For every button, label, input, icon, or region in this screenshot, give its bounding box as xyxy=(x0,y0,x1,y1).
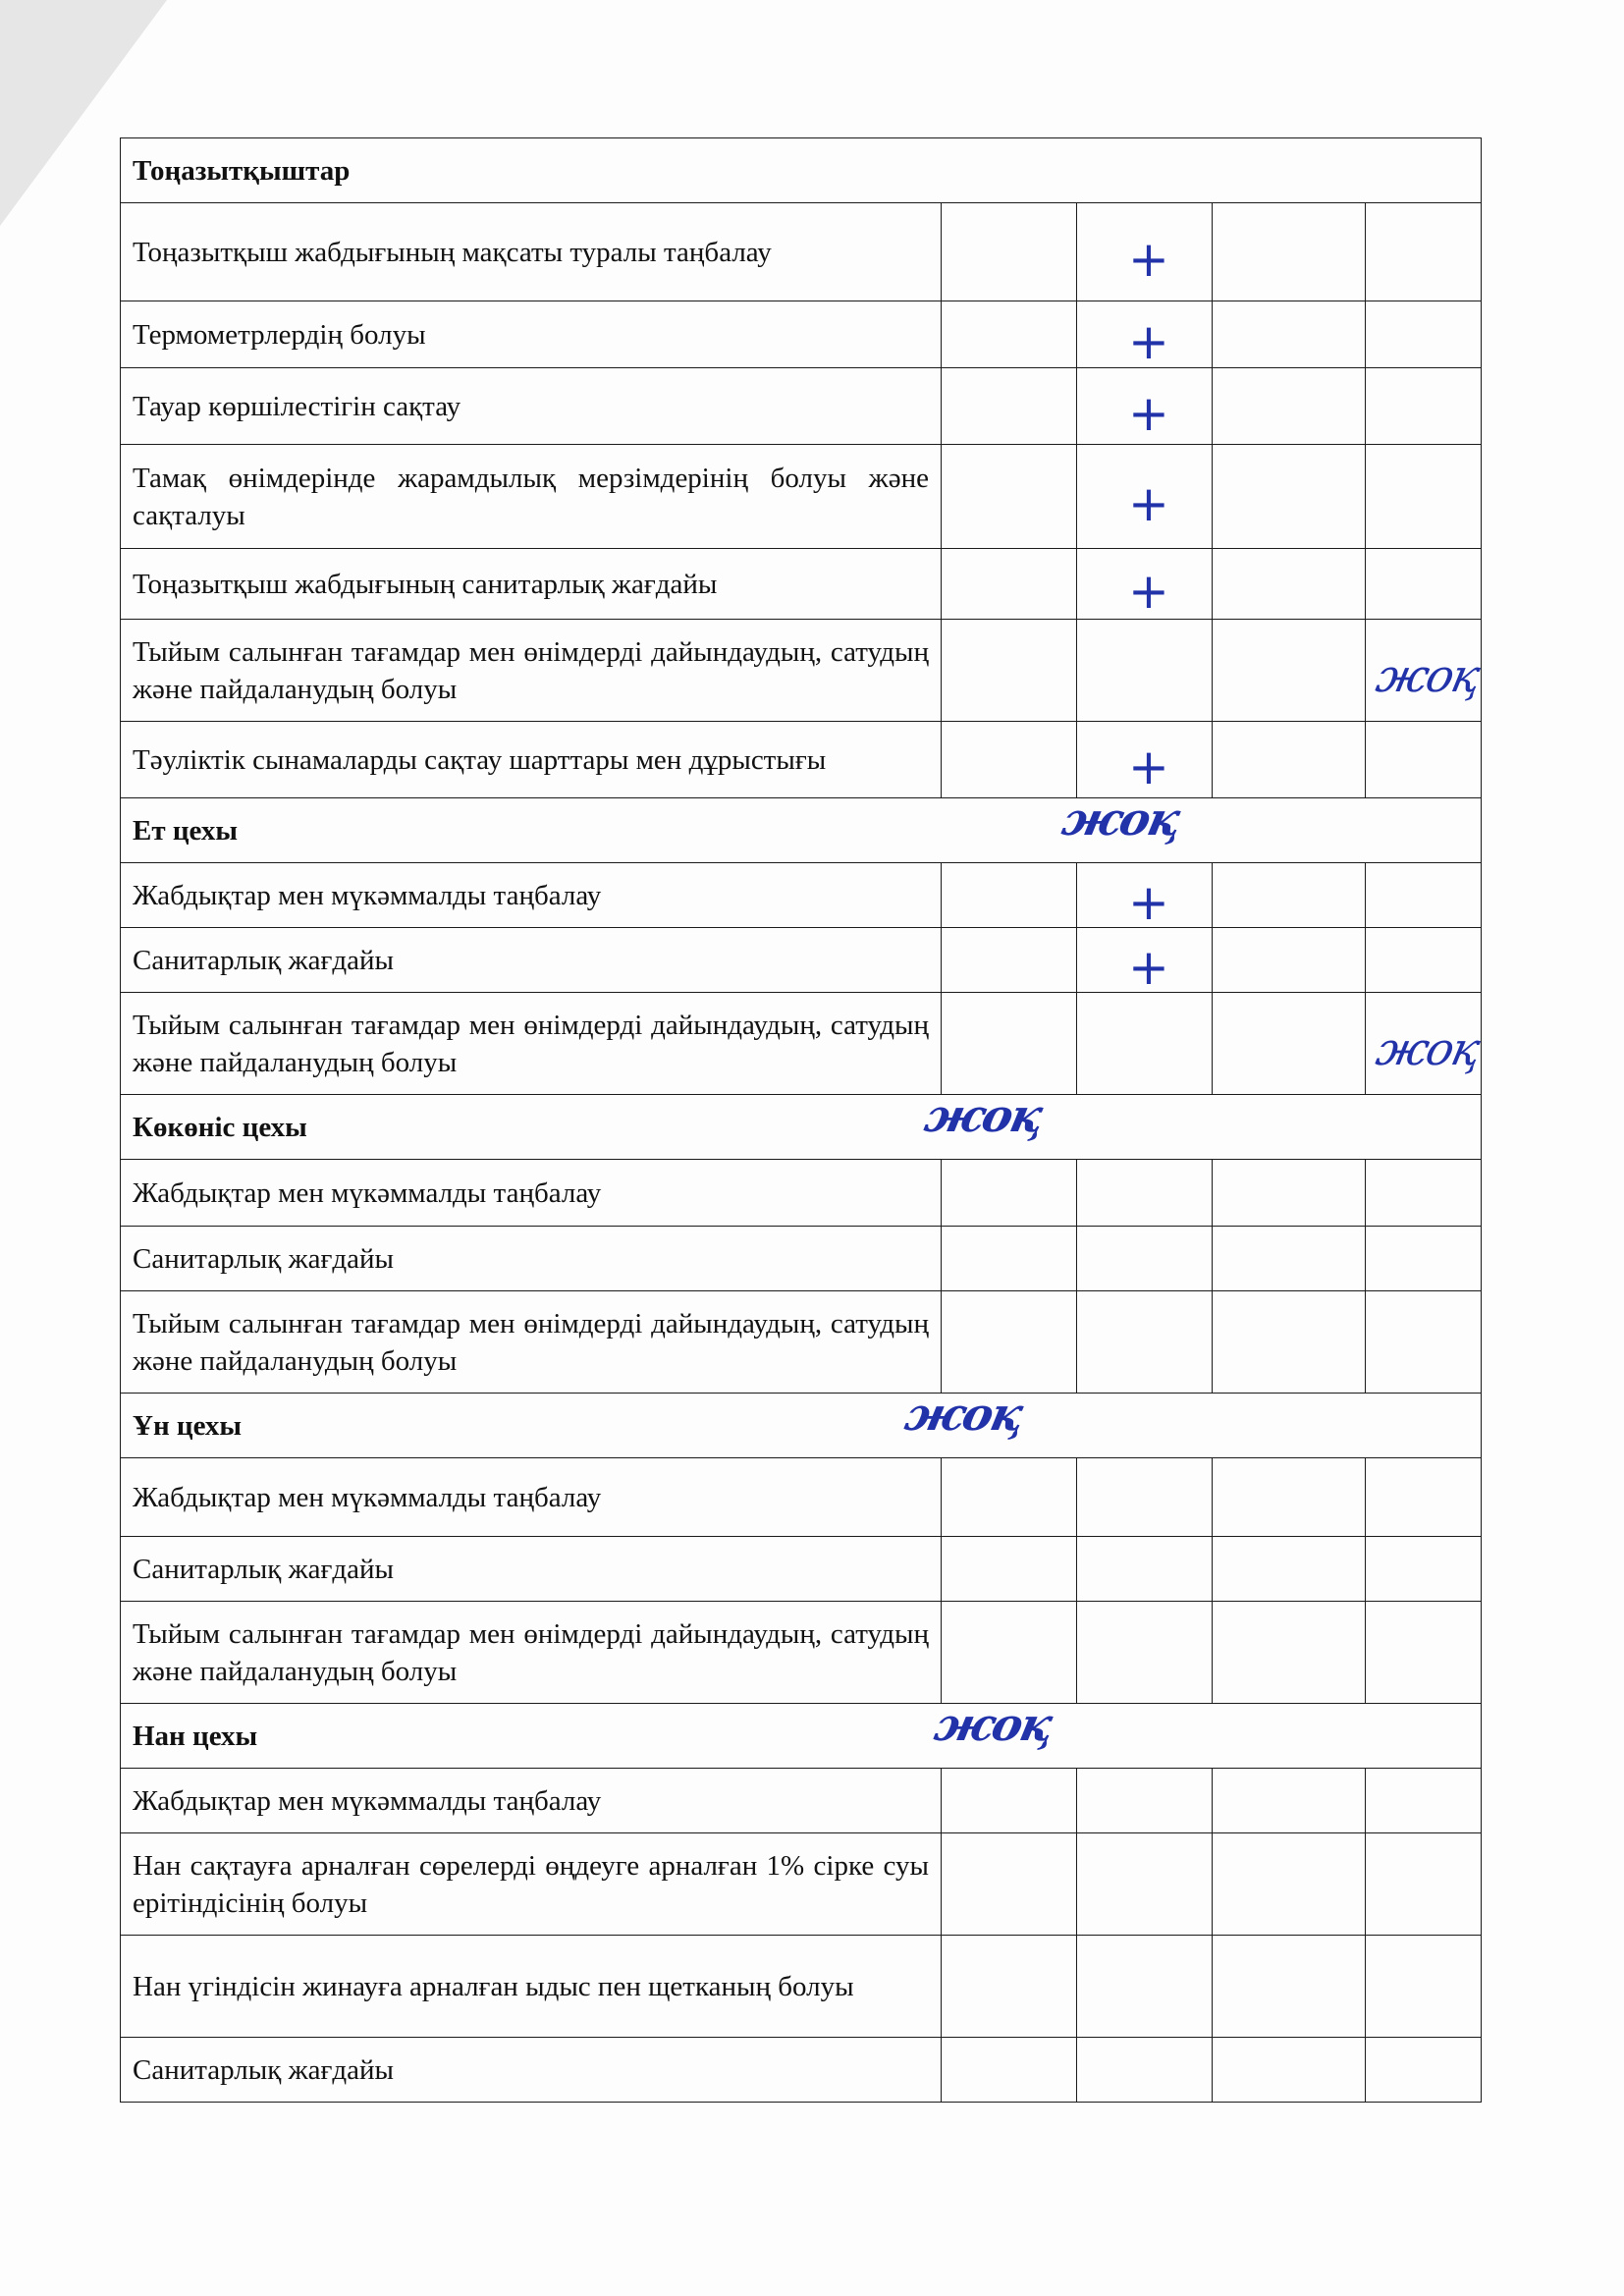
section-title-text: Ет цехы xyxy=(133,814,238,847)
mark-cell-3 xyxy=(1213,1936,1366,2038)
mark-cell-1 xyxy=(942,1602,1077,1704)
criterion-text: Нан үгіндісін жинауға арналған ыдыс пен щетканың болуы xyxy=(121,1936,942,2038)
mark-cell-2 xyxy=(1077,1833,1213,1936)
section-title-text: Тоңазытқыштар xyxy=(133,154,351,187)
mark-cell-4 xyxy=(1366,368,1482,445)
table-row xyxy=(121,620,1482,722)
mark-cell-3 xyxy=(1213,863,1366,928)
mark-cell-1 xyxy=(942,993,1077,1095)
mark-cell-2 xyxy=(1077,1769,1213,1833)
mark-cell-1 xyxy=(942,1291,1077,1394)
mark-cell-3 xyxy=(1213,1227,1366,1291)
criterion-text: Жабдықтар мен мүкәммалды таңбалау xyxy=(121,1769,942,1833)
mark-cell-3 xyxy=(1213,2038,1366,2103)
handwritten-note: жоқ xyxy=(1372,648,1484,702)
criterion-text: Жабдықтар мен мүкәммалды таңбалау xyxy=(121,863,942,928)
handwritten-note: жоқ xyxy=(900,1388,1027,1441)
table-row xyxy=(121,368,1482,445)
mark-cell-2 xyxy=(1077,722,1213,798)
mark-cell-2 xyxy=(1077,1160,1213,1227)
mark-cell-1 xyxy=(942,2038,1077,2103)
table-row xyxy=(121,1160,1482,1227)
mark-cell-1 xyxy=(942,368,1077,445)
table-row xyxy=(121,928,1482,993)
mark-cell-2 xyxy=(1077,1936,1213,2038)
mark-cell-1 xyxy=(942,1833,1077,1936)
mark-cell-3 xyxy=(1213,1769,1366,1833)
mark-cell-2 xyxy=(1077,1537,1213,1602)
mark-cell-2 xyxy=(1077,1291,1213,1394)
section-title-text: Нан цехы xyxy=(133,1720,258,1752)
table-row xyxy=(121,301,1482,368)
table-row xyxy=(121,203,1482,301)
handwritten-note: жоқ xyxy=(1057,793,1184,846)
mark-cell-2 xyxy=(1077,993,1213,1095)
criterion-text: Тыйым салынған тағамдар мен өнімдерді дайындаудың, сатудың және пайдаланудың болуы xyxy=(121,1602,942,1704)
section-title-text: Ұн цехы xyxy=(133,1409,243,1442)
mark-cell-4 xyxy=(1366,1160,1482,1227)
table-row xyxy=(121,993,1482,1095)
section-title xyxy=(121,1089,1482,1160)
mark-cell-4 xyxy=(1366,993,1482,1095)
criterion-text: Тәуліктік сынамаларды сақтау шарттары мен дұрыстығы xyxy=(121,722,942,798)
criterion-text: Санитарлық жағдайы xyxy=(121,1227,942,1291)
criterion-text: Санитарлық жағдайы xyxy=(121,928,942,993)
criterion-text: Тауар көршілестігін сақтау xyxy=(121,368,942,445)
mark-cell-3 xyxy=(1213,1291,1366,1394)
mark-cell-4 xyxy=(1366,203,1482,301)
section-title xyxy=(121,793,1482,863)
criterion-text: Термометрлердің болуы xyxy=(121,301,942,368)
mark-cell-3 xyxy=(1213,993,1366,1095)
mark-cell-1 xyxy=(942,549,1077,620)
mark-cell-2 xyxy=(1077,1602,1213,1704)
mark-cell-4 xyxy=(1366,620,1482,722)
inspection-checklist-table xyxy=(120,137,1482,2103)
mark-cell-3 xyxy=(1213,368,1366,445)
table-row xyxy=(121,722,1482,798)
mark-cell-3 xyxy=(1213,1833,1366,1936)
mark-cell-1 xyxy=(942,620,1077,722)
mark-cell-4 xyxy=(1366,863,1482,928)
table-row xyxy=(121,863,1482,928)
mark-cell-4 xyxy=(1366,1833,1482,1936)
mark-cell-4 xyxy=(1366,1769,1482,1833)
section-header-row xyxy=(121,1394,1482,1458)
mark-cell-1 xyxy=(942,928,1077,993)
table-row xyxy=(121,1769,1482,1833)
table-row xyxy=(121,549,1482,620)
mark-cell-1 xyxy=(942,722,1077,798)
table-row xyxy=(121,445,1482,549)
criterion-text: Санитарлық жағдайы xyxy=(121,2038,942,2103)
mark-cell-2 xyxy=(1077,445,1213,549)
handwritten-plus-mark: + xyxy=(1128,738,1169,795)
table-row xyxy=(121,1537,1482,1602)
mark-cell-4 xyxy=(1366,722,1482,798)
mark-cell-2 xyxy=(1077,1227,1213,1291)
mark-cell-2 xyxy=(1077,549,1213,620)
mark-cell-2 xyxy=(1077,928,1213,996)
mark-cell-2 xyxy=(1077,301,1213,368)
mark-cell-3 xyxy=(1213,620,1366,722)
mark-cell-1 xyxy=(942,1537,1077,1602)
mark-cell-2 xyxy=(1077,368,1213,445)
handwritten-note: жоқ xyxy=(930,1698,1056,1751)
mark-cell-4 xyxy=(1366,1227,1482,1291)
mark-cell-4 xyxy=(1366,2038,1482,2103)
handwritten-plus-mark: + xyxy=(1128,938,1169,996)
mark-cell-2 xyxy=(1077,2038,1213,2103)
mark-cell-4 xyxy=(1366,1602,1482,1704)
mark-cell-3 xyxy=(1213,203,1366,301)
mark-cell-2 xyxy=(1077,203,1213,301)
handwritten-plus-mark: + xyxy=(1128,230,1169,288)
table-row xyxy=(121,1602,1482,1704)
handwritten-plus-mark: + xyxy=(1128,312,1169,370)
table-row xyxy=(121,1833,1482,1936)
section-title xyxy=(121,1698,1482,1769)
table-row xyxy=(121,1936,1482,2038)
criterion-text: Тоңазытқыш жабдығының санитарлық жағдайы xyxy=(121,549,942,620)
handwritten-plus-mark: + xyxy=(1128,384,1169,442)
mark-cell-2 xyxy=(1077,620,1213,722)
mark-cell-3 xyxy=(1213,928,1366,993)
mark-cell-1 xyxy=(942,1458,1077,1537)
mark-cell-2 xyxy=(1077,1458,1213,1537)
section-header-row xyxy=(121,1095,1482,1160)
mark-cell-3 xyxy=(1213,549,1366,620)
criterion-text: Жабдықтар мен мүкәммалды таңбалау xyxy=(121,1160,942,1227)
table-row xyxy=(121,1291,1482,1394)
section-header-row xyxy=(121,138,1482,203)
section-header-row xyxy=(121,1704,1482,1769)
mark-cell-1 xyxy=(942,203,1077,301)
criterion-text: Тыйым салынған тағамдар мен өнімдерді дайындаудың, сатудың және пайдаланудың болуы xyxy=(121,620,942,722)
mark-cell-1 xyxy=(942,1769,1077,1833)
mark-cell-1 xyxy=(942,445,1077,549)
handwritten-plus-mark: + xyxy=(1128,873,1169,931)
handwritten-plus-mark: + xyxy=(1128,562,1169,620)
mark-cell-2 xyxy=(1077,863,1213,931)
mark-cell-1 xyxy=(942,1160,1077,1227)
criterion-text: Нан сақтауға арналған сөрелерді өңдеуге арналған 1% сірке суы ерітіндісінің болуы xyxy=(121,1833,942,1936)
table-row xyxy=(121,2038,1482,2103)
table-row xyxy=(121,1227,1482,1291)
mark-cell-4 xyxy=(1366,1458,1482,1537)
section-title-text: Көкөніс цехы xyxy=(133,1111,307,1143)
criterion-text: Тамақ өнімдерінде жарамдылық мерзімдерінің болуы және сақталуы xyxy=(121,445,942,549)
criterion-text: Санитарлық жағдайы xyxy=(121,1537,942,1602)
mark-cell-3 xyxy=(1213,1160,1366,1227)
mark-cell-4 xyxy=(1366,1936,1482,2038)
handwritten-plus-mark: + xyxy=(1128,474,1169,532)
mark-cell-3 xyxy=(1213,445,1366,549)
mark-cell-3 xyxy=(1213,1537,1366,1602)
mark-cell-4 xyxy=(1366,549,1482,620)
criterion-text: Тыйым салынған тағамдар мен өнімдерді дайындаудың, сатудың және пайдаланудың болуы xyxy=(121,1291,942,1394)
mark-cell-4 xyxy=(1366,445,1482,549)
table-row xyxy=(121,1458,1482,1537)
mark-cell-4 xyxy=(1366,1291,1482,1394)
mark-cell-1 xyxy=(942,301,1077,368)
criterion-text: Тоңазытқыш жабдығының мақсаты туралы таңбалау xyxy=(121,203,942,301)
handwritten-note: жоқ xyxy=(920,1089,1047,1142)
mark-cell-1 xyxy=(942,863,1077,928)
criterion-text: Жабдықтар мен мүкәммалды таңбалау xyxy=(121,1458,942,1537)
mark-cell-3 xyxy=(1213,1602,1366,1704)
mark-cell-1 xyxy=(942,1936,1077,2038)
mark-cell-3 xyxy=(1213,722,1366,798)
handwritten-note: жоқ xyxy=(1372,1021,1484,1075)
mark-cell-3 xyxy=(1213,301,1366,368)
mark-cell-3 xyxy=(1213,1458,1366,1537)
mark-cell-4 xyxy=(1366,301,1482,368)
mark-cell-1 xyxy=(942,1227,1077,1291)
section-title xyxy=(121,138,1482,203)
section-header-row xyxy=(121,798,1482,863)
criterion-text: Тыйым салынған тағамдар мен өнімдерді дайындаудың, сатудың және пайдаланудың болуы xyxy=(121,993,942,1095)
mark-cell-4 xyxy=(1366,1537,1482,1602)
section-title xyxy=(121,1388,1482,1458)
mark-cell-4 xyxy=(1366,928,1482,993)
